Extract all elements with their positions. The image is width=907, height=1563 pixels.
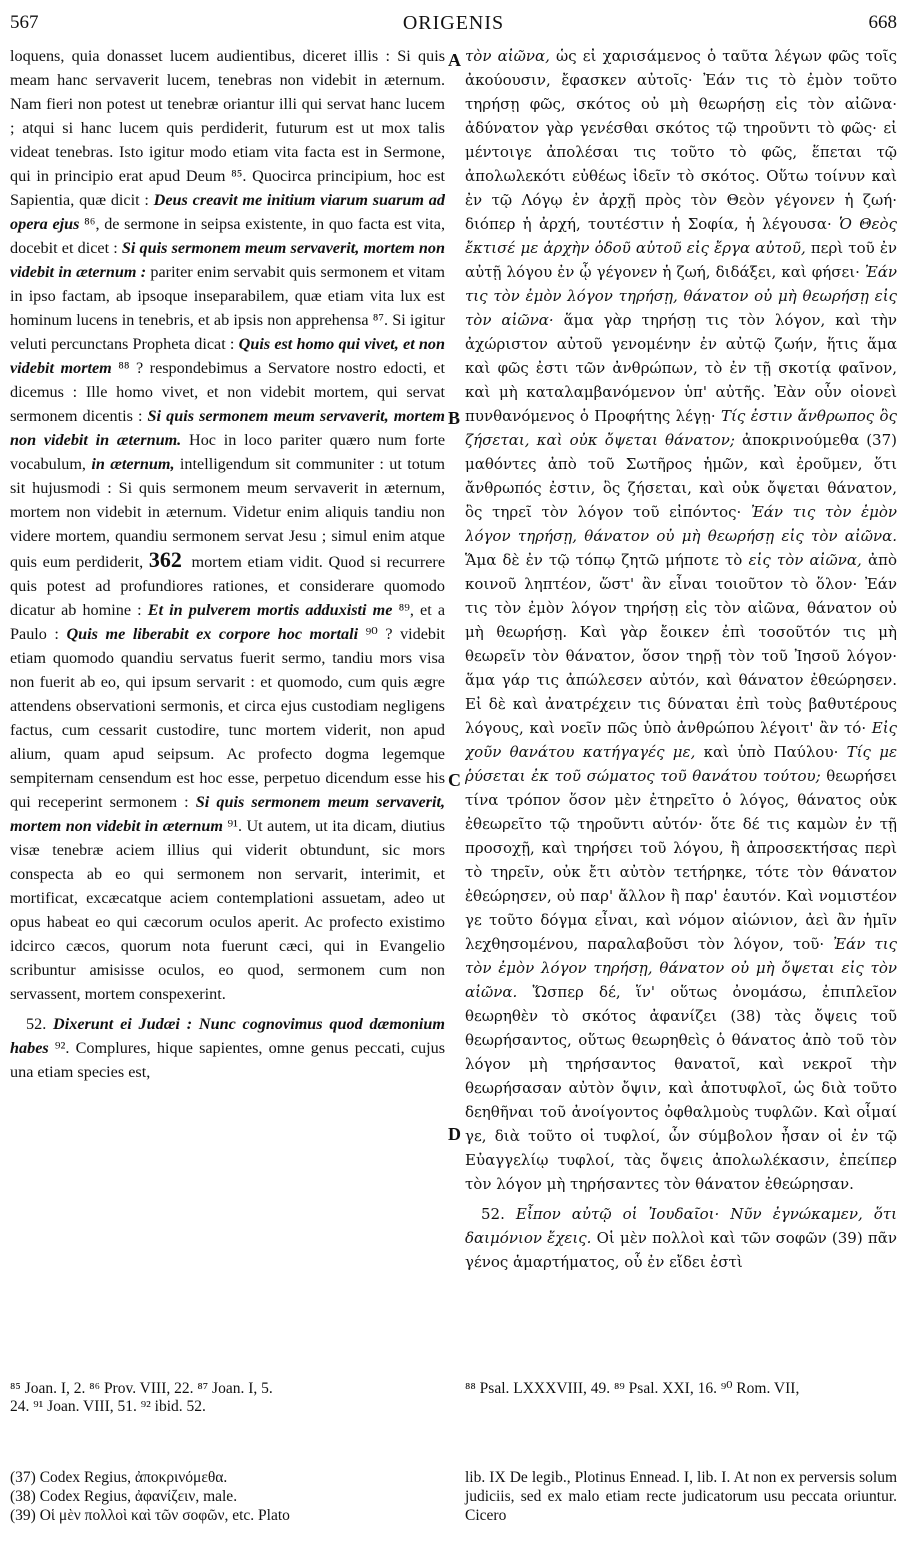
- running-title: ORIGENIS: [402, 12, 505, 34]
- latin-column: [10, 44, 445, 1309]
- latin-paragraph-52: 52. Dixerunt ei Judæi : Nunc cognovimus quod dæmonium habes ⁹². Complures, hique sapientes, omne genus peccati, cujus una etiam species est,: [10, 1015, 445, 1081]
- critical-notes-left: [10, 1468, 455, 1525]
- greek-column: [465, 44, 897, 1294]
- footnotes-right: [465, 1380, 897, 1398]
- page-number-right: 668: [868, 12, 897, 33]
- page-header: [10, 12, 897, 38]
- critical-notes-right: lib. IX De legib., Plotinus Ennead. I, lib. I. At non ex perversis solum judiciis, sed ex malo etiam recte judicatorum usu peccata oriuntur. Cicero: [465, 1469, 897, 1524]
- page-number-left: 567: [10, 12, 39, 33]
- footnotes-left: [10, 1380, 455, 1416]
- critical-note-39: (39) Οἱ μὲν πολλοὶ καὶ τῶν σοφῶν, etc. Plato: [10, 1507, 290, 1524]
- footnote-line: 24. ⁹¹ Joan. VIII, 51. ⁹² ibid. 52.: [10, 1398, 206, 1415]
- column-number: 362: [148, 547, 182, 572]
- footnote-line: ⁸⁸ Psal. LXXXVIII, 49. ⁸⁹ Psal. XXI, 16. ⁹⁰ Rom. VII,: [465, 1380, 800, 1397]
- footnote-line: ⁸⁵ Joan. I, 2. ⁸⁶ Prov. VIII, 22. ⁸⁷ Joan. I, 5.: [10, 1380, 273, 1397]
- margin-marker-b: B: [448, 408, 461, 428]
- latin-paragraph-51: loquens, quia donasset lucem audientibus, diceret illis : Si quis meam hanc servaverit lucem, tenebras non videbit in æternum. Nam fieri non potest ut tenebræ oriantur illi qui servat hanc lucem ; atqui si hanc lucem quis perdiderit, futurum est ut mox talis videat tenebras. Isto igitur modo etiam vita facta est in Sermone, qui in principio erat apud Deum ⁸⁵. Quocirca principium, hoc est Sapientia, quæ dicit : Deus creavit me initium viarum suarum ad opera ejus ⁸⁶, de sermone in seipsa existente, in quo facta est vita, docebit et dicet : Si quis sermonem meum servaverit, mortem non videbit in æternum : pariter enim servabit quis sermonem et vitam in ipso factam, ab ipsoque inseparabilem, quæ etiam vita lux est hominum lucens in tenebris, et ab ipsis non apprehensa ⁸⁷. Si igitur veluti percunctans Propheta dicat : Quis est homo qui vivet, et non videbit mortem ⁸⁸ ? respondebimus a Servatore nostro edocti, et dicemus : Ille homo vivet, et non videbit mortem, qui servat sermonem dicentis : Si quis sermonem meum servaverit, mortem non videbit in æternum. Hoc in loco pariter quæro num forte vocabulum, in æternum, intelligendum sit communiter : ut totum sit hujusmodi : Si quis sermonem meum servaverit in æternum, mortem non videbit in æternum. Videtur enim aliquis tandiu non videre mortem, quandiu sermonem servat Jesu ; simul enim atque quis eum perdiderit, 362 mortem etiam vidit. Quod si recurrere quis potest ad profundiores rationes, et considerare quomodo dicatur ab homine : Et in pulverem mortis adduxisti me ⁸⁹, et a Paulo : Quis me liberabit ex corpore hoc mortali ⁹⁰ ? videbit etiam quomodo quandiu servatus fuerit sermo, tandiu mors visa non fuerit ab eo, qui ipsum servarit : et quomodo, cum quis ægre attendens observationi sermonis, et circa ejus custodiam negligens factus, cum cessarit custodire, tunc mortem viderit, non apud alium, quam apud seipsum. Ac profecto dogma legemque sempiternam censendum est hoc esse, perpetuo dicendum esse his qui receperint sermonem : Si quis sermonem meum servaverit, mortem non videbit in æternum ⁹¹. Ut autem, ut ita dicam, diutius visæ tenebræ aciem illius qui viderit obtundunt, sic mors conspecta ab eo qui sermonem non servarit, interimit, et mortificat, excæcatque aciem contemplationi assuetam, adeo ut opus habeat eo qui cæcorum oculos aperit. Ac profecto existimo idcirco cæcos, quorum nota fuerunt cæci, qui in Evangelio scribuntur amisisse oculos, eo quod, sermonem cum non servassent, mortem conspexerint.: [10, 47, 445, 1003]
- greek-paragraph-51: τὸν αἰῶνα, ὡς εἰ χαρισάμενος ὁ ταῦτα λέγων φῶς τοῖς ἀκούουσιν, ἔφασκεν αὐτοῖς· Ἐάν τις τὸ ἐμὸν τοῦτο τηρήσῃ φῶς, σκότος οὐ μὴ θεωρήσῃ εἰς τὸν αἰῶνα· ἀδύνατον γὰρ γενέσθαι σκότος τῷ τηροῦντι τὸ φῶς· εἰ μέντοιγε ἀπολέσαι τις τοῦτο τὸ φῶς, ἕπεται τῷ ἀπολωλεκότι εὐθέως ἰδεῖν τὸ σκότος. Οὕτω τοίνυν καὶ ἐν τῷ Λόγῳ ἐν ἀρχῇ πρὸς τὸν Θεὸν γέγονεν ἡ ζωή· διόπερ ἡ ἀρχή, τουτέστιν ἡ Σοφία, ἡ λέγουσα· Ὁ Θεὸς ἔκτισέ με ἀρχὴν ὁδοῦ αὐτοῦ εἰς ἔργα αὐτοῦ, περὶ τοῦ ἐν αὐτῇ λόγου ἐν ᾧ γέγονεν ἡ ζωή, διδάξει, καὶ φήσει· Ἐάν τις τὸν ἐμὸν λόγον τηρήσῃ, θάνατον οὐ μὴ θεωρήσῃ εἰς τὸν αἰῶνα· ἅμα γὰρ τηρήσῃ τις τὸν λόγον, καὶ τὴν ἀχώριστον αὐτοῦ γενομένην ἐν αὐτῷ ζωήν, ἥτις ἅμα καὶ φῶς ἐστι τῶν ἀνθρώπων, τὸ ἐν τῇ σκοτίᾳ φαῖνον, καὶ μὴ καταλαμβανόμενον ὑπ' αὐτῆς. Ἐὰν οὖν οἱονεὶ πυνθανόμενος ὁ Προφήτης λέγῃ· Τίς ἐστιν ἄνθρωπος ὃς ζήσεται, καὶ οὐκ ὄψεται θάνατον; ἀποκρινούμεθα (37) μαθόντες ἀπὸ τοῦ Σωτῆρος ἡμῶν, καὶ ἐροῦμεν, ὅτι ἄνθρωπός ἐστιν, ὃς ζήσεται, καὶ οὐκ ὄψεται θάνατον, ὃς τηρεῖ τὸν λόγον τοῦ εἰπόντος· Ἐάν τις τὸν ἐμὸν λόγον τηρήσῃ, θάνατον οὐ μὴ θεωρήσῃ εἰς τὸν αἰῶνα. Ἅμα δὲ ἐν τῷ τόπῳ ζητῶ μήποτε τὸ εἰς τὸν αἰῶνα, ἀπὸ κοινοῦ ληπτέον, ὥστ' ἂν εἶναι τοιοῦτον τὸ ὅλον· Ἐάν τις τὸν ἐμὸν λόγον τηρήσῃ εἰς τὸν αἰῶνα, θάνατον οὐ μὴ θεωρήσῃ. Καὶ γὰρ ἔοικεν ἐπὶ τοσοῦτόν τις μὴ θεωρεῖν τὸν θάνατον, ὅσον τηρῇ τὸν τοῦ Ἰησοῦ λόγον· ἅμα γάρ τις ἀπώλεσεν αὐτόν, καὶ θάνατον ἐθεώρησεν. Εἰ δὲ καὶ ἀνατρέχειν τις δύναται ἐπὶ τοὺς βαθυτέρους λόγους, καὶ νοεῖν πῶς ὑπὸ ἀνθρώπου λέγοιτ' ἂν τό· Εἰς χοῦν θανάτου κατήγαγές με, καὶ ὑπὸ Παύλου· Τίς με ῥύσεται ἐκ τοῦ σώματος τοῦ θανάτου τούτου; θεωρήσει τίνα τρόπον ὅσον μὲν ἐτηρεῖτο ὁ λόγος, θάνατος οὐκ ἐθεωρεῖτο τῷ τηροῦντι αὐτόν· ὅτε δέ τις καμὼν ἐν τῇ προσοχῇ, καὶ τηρήσει τοῦ λόγου, ἢ ἀπροσεκτήσας περὶ τὸ τηρεῖν, οὐκ ἔτι αὐτὸν τετήρηκε, τότε τὸν θάνατον ἐθεώρησεν, οὐ παρ' ἄλλον ἢ παρ' ἑαυτόν. Καὶ νομιστέον γε τοῦτο δόγμα εἶναι, καὶ νόμον αἰώνιον, ἀεὶ ἂν ἡμῖν λεχθησομένου, παραλαβοῦσι τὸν λόγον, τοῦ· Ἐάν τις τὸν ἐμὸν λόγον τηρήσῃ, θάνατον οὐ μὴ ὄψεται εἰς τὸν αἰῶνα. Ὥσπερ δέ, ἵν' οὕτως ὀνομάσω, ἐπιπλεῖον θεωρηθὲν τὸ σκότος ἀφανίζει (38) τὰς ὄψεις τοῦ θεωρήσαντος, οὕτως θεωρηθεὶς ὁ θάνατος ἀπὸ τοῦ τὸν λόγον μὴ τηρήσαντος θανατοῖ, καὶ νεκροῖ τὴν θεωρήσασαν αὐτὸν ὄψιν, καὶ ἀποτυφλοῖ, ὡς διὰ τοῦτο δεηθῆναι τοῦ ἀνοίγοντος ὀφθαλμοὺς τυφλῶν. Καὶ οἶμαί γε, διὰ τοῦτο οἱ τυφλοί, ὧν σύμβολον ἦσαν οἱ ἐν τῷ Εὐαγγελίῳ τυφλοί, τὰς ὄψεις ἀπολωλέκασιν, ἐπείπερ τὸν λόγον μὴ τηρήσαντες τὸν θάνατον ἐθεώρησαν.: [465, 47, 897, 1193]
- margin-marker-c: C: [448, 770, 461, 790]
- critical-note-37: (37) Codex Regius, ἀποκρινόμεθα.: [10, 1469, 228, 1486]
- greek-paragraph-52: 52. Εἶπον αὐτῷ οἱ Ἰουδαῖοι· Νῦν ἐγνώκαμεν, ὅτι δαιμόνιον ἔχεις. Οἱ μὲν πολλοὶ καὶ τῶν σοφῶν (39) πᾶν γένος ἁμαρτήματος, οὗ ἐν εἴδει ἐστὶ: [465, 1205, 897, 1271]
- margin-marker-d: D: [448, 1124, 461, 1144]
- critical-note-38: (38) Codex Regius, ἀφανίζειν, male.: [10, 1488, 238, 1505]
- margin-marker-a: A: [448, 50, 461, 70]
